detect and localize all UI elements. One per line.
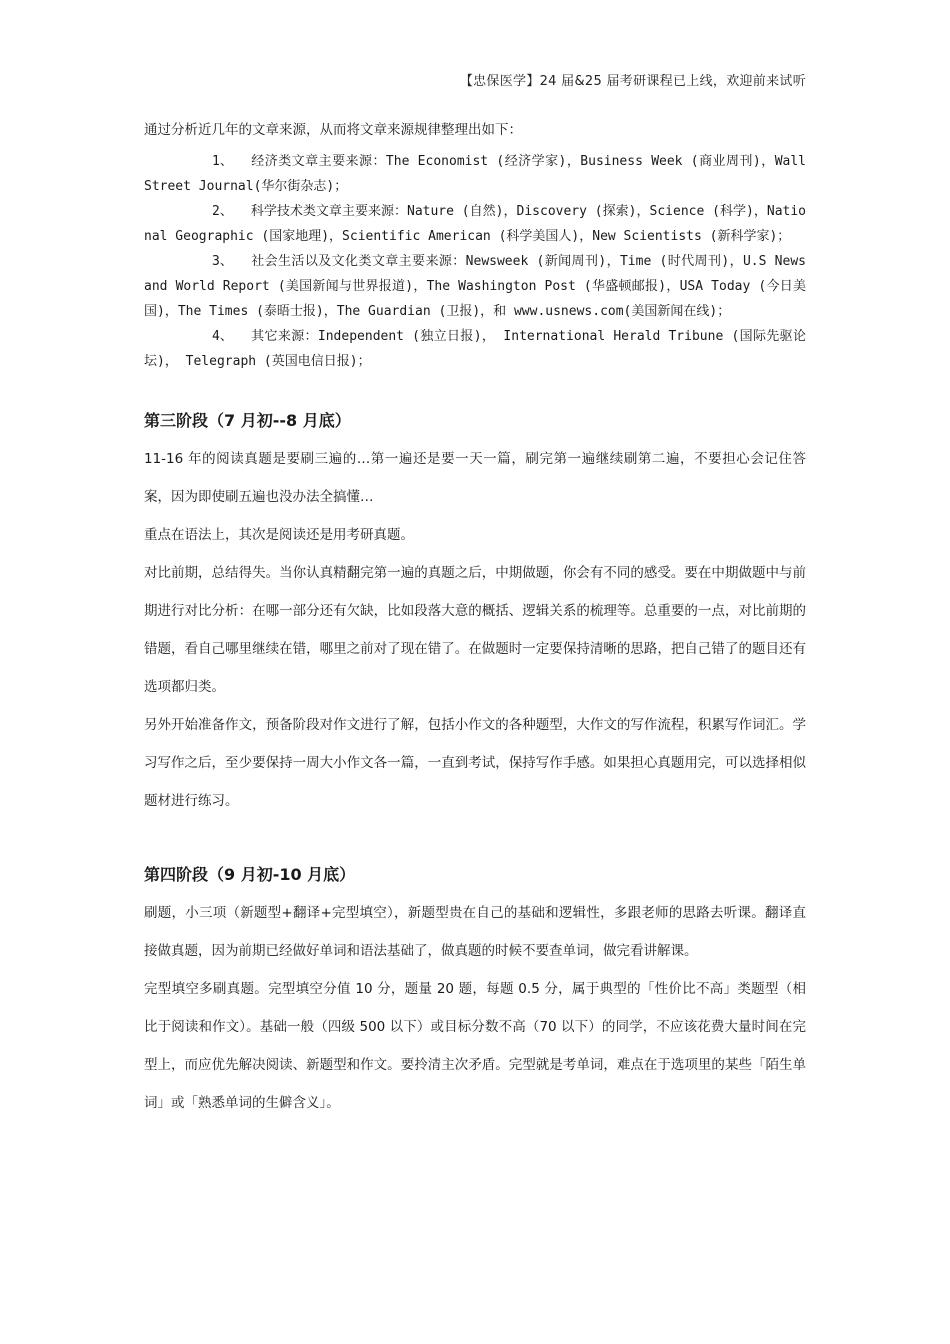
section3-heading: 第三阶段（7 月初--8 月底）: [144, 411, 351, 430]
section3-paragraph: 11-16 年的阅读真题是要刷三遍的…第一遍还是要一天一篇，刷完第一遍继续刷第二遍，不要担心会记住答案，因为即使刷五遍也没办法全搞懂…: [144, 451, 806, 505]
source-item: 3、 社会生活以及文化类文章主要来源：Newsweek (新闻周刊)，Time (时代周刊)，U.S News and World Report (美国新闻与世界报道)，The Washington Post (华盛顿邮报)，USA Today (今日美国)，The Times (泰晤士报)，The Guardian (卫报)，和 www.usnews.com(美国新闻在线)；: [144, 254, 806, 319]
document-body: [144, 118, 806, 1122]
section3-paragraph: 重点在语法上，其次是阅读还是用考研真题。: [144, 527, 414, 543]
source-item: 2、 科学技术类文章主要来源：Nature (自然)，Discovery (探索)，Science (科学)，National Geographic (国家地理)，Scientific American (科学美国人)，New Scientists (新科学家)；: [144, 204, 806, 244]
header-banner: 【忠保医学】24 届&25 届考研课程已上线，欢迎前来试听: [459, 74, 806, 89]
source-item: 4、 其它来源：Independent (独立日报)， International Herald Tribune (国际先驱论坛)， Telegraph (英国电信日报)；: [144, 329, 806, 369]
section4-paragraph: 完型填空多刷真题。完型填空分值 10 分，题量 20 题，每题 0.5 分，属于典型的「性价比不高」类题型（相比于阅读和作文）。基础一般（四级 500 以下）或目标分数不高（70 以下）的同学，不应该花费大量时间在完型上，而应优先解决阅读、新题型和作文。要拎清主次矛盾。完型就是考单词，难点在于选项里的某些「陌生单词」或「熟悉单词的生僻含义」。: [144, 981, 806, 1111]
section4-paragraph: 刷题，小三项（新题型+翻译+完型填空），新题型贵在自己的基础和逻辑性，多跟老师的思路去听课。翻译直接做真题，因为前期已经做好单词和语法基础了，做真题的时候不要查单词，做完看讲解课。: [144, 905, 806, 959]
source-item: 1、 经济类文章主要来源：The Economist (经济学家)，Business Week (商业周刊)，Wall Street Journal(华尔街杂志)；: [144, 154, 806, 194]
section4-heading: 第四阶段（9 月初-10 月底）: [144, 865, 356, 884]
section3-paragraph: 对比前期，总结得失。当你认真精翻完第一遍的真题之后，中期做题，你会有不同的感受。要在中期做题中与前期进行对比分析：在哪一部分还有欠缺，比如段落大意的概括、逻辑关系的梳理等。总重要的一点，对比前期的错题，看自己哪里继续在错，哪里之前对了现在错了。在做题时一定要保持清晰的思路，把自己错了的题目还有选项都归类。: [144, 565, 806, 695]
source-list: [144, 149, 806, 374]
section3-paragraph: 另外开始准备作文，预备阶段对作文进行了解，包括小作文的各种题型，大作文的写作流程，积累写作词汇。学习写作之后，至少要保持一周大小作文各一篇，一直到考试，保持写作手感。如果担心真题用完，可以选择相似题材进行练习。: [144, 717, 806, 809]
intro-paragraph: 通过分析近几年的文章来源，从而将文章来源规律整理出如下：: [144, 122, 522, 138]
